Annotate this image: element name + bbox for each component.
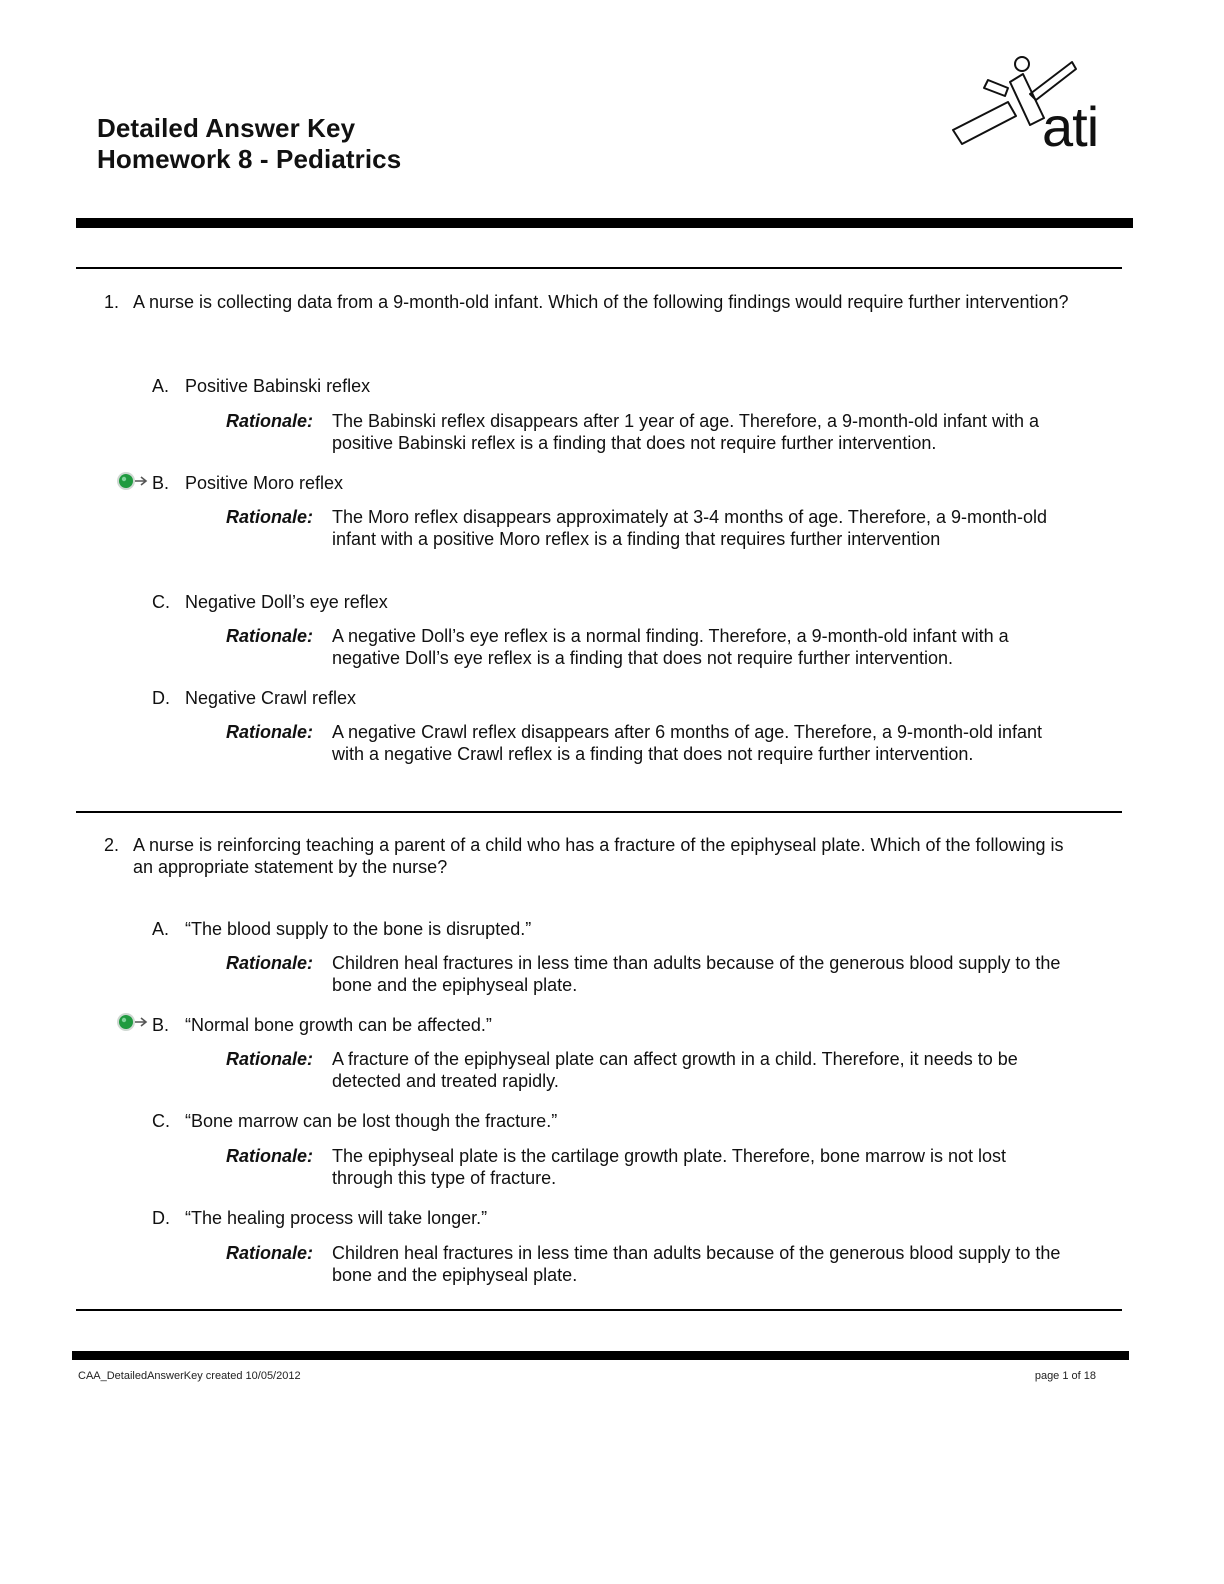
section-divider: [76, 1309, 1122, 1311]
rationale-text: Children heal fractures in less time than adults because of the generous blood supply to the bone and the epiphyseal plate.: [332, 1243, 1061, 1285]
rationale-label: Rationale:: [226, 1243, 314, 1263]
logo-text: ati: [1042, 95, 1099, 152]
rationale-label: Rationale:: [226, 1049, 314, 1069]
rationale-text: Children heal fractures in less time than adults because of the generous blood supply to the bone and the epiphyseal plate.: [332, 953, 1061, 995]
rationale-text: A fracture of the epiphyseal plate can affect growth in a child. Therefore, it needs to be detected and treated rapidly.: [332, 1049, 1018, 1091]
option-letter: A.: [152, 919, 170, 939]
footer-page-number: page 1 of 18: [1034, 1370, 1096, 1382]
rationale-label: Rationale:: [226, 626, 314, 646]
footer-created-note: CAA_DetailedAnswerKey created 10/05/2012: [78, 1370, 301, 1382]
question-number: 1.: [104, 292, 120, 312]
option-letter: B.: [152, 1015, 170, 1035]
option-text: “Bone marrow can be lost though the fracture.”: [185, 1111, 558, 1131]
rationale-label: Rationale:: [226, 1146, 314, 1166]
section-divider: [76, 811, 1122, 813]
rationale-text: The Moro reflex disappears approximately at 3-4 months of age. Therefore, a 9-month-old infant with a positive Moro reflex is a finding that requires further intervention: [332, 507, 1048, 549]
option-letter: C.: [152, 592, 170, 612]
correct-answer-icon: [115, 471, 149, 491]
rationale-label: Rationale:: [226, 411, 314, 431]
option-letter: D.: [152, 688, 170, 708]
option-text: “The blood supply to the bone is disrupted.”: [185, 919, 532, 939]
rationale-label: Rationale:: [226, 507, 314, 527]
document-title: [97, 113, 401, 175]
option-text: Negative Crawl reflex: [185, 688, 357, 708]
option-letter: A.: [152, 376, 170, 396]
ati-logo: [950, 52, 1125, 152]
question-number: 2.: [104, 835, 120, 855]
rationale-text: The Babinski reflex disappears after 1 year of age. Therefore, a 9-month-old infant with a positive Babinski reflex is a finding that does not require further intervention.: [332, 411, 1040, 453]
option-text: Positive Moro reflex: [185, 473, 344, 493]
section-divider: [76, 267, 1122, 269]
question-text: A nurse is reinforcing teaching a parent of a child who has a fracture of the epiphyseal plate. Which of the following is an appropriate statement by the nurse?: [133, 835, 1064, 877]
option-text: Positive Babinski reflex: [185, 376, 371, 396]
correct-answer-icon: [115, 1012, 149, 1032]
option-letter: C.: [152, 1111, 170, 1131]
footer-rule: [72, 1351, 1129, 1360]
option-text: Negative Doll’s eye reflex: [185, 592, 388, 612]
title-line-1: Detailed Answer Key: [97, 113, 356, 143]
rationale-label: Rationale:: [226, 722, 314, 742]
rationale-label: Rationale:: [226, 953, 314, 973]
option-text: “The healing process will take longer.”: [185, 1208, 488, 1228]
rationale-text: A negative Crawl reflex disappears after 6 months of age. Therefore, a 9-month-old infant with a negative Crawl reflex is a finding that does not require further intervention.: [332, 722, 1043, 764]
option-letter: B.: [152, 473, 170, 493]
rationale-text: A negative Doll’s eye reflex is a normal finding. Therefore, a 9-month-old infant with a negative Doll’s eye reflex is a finding that does not require further intervention.: [332, 626, 1009, 668]
rationale-text: The epiphyseal plate is the cartilage growth plate. Therefore, bone marrow is not lost through this type of fracture.: [332, 1146, 1007, 1188]
question-text: A nurse is collecting data from a 9-month-old infant. Which of the following findings would require further intervention?: [133, 292, 1069, 312]
option-text: “Normal bone growth can be affected.”: [185, 1015, 492, 1035]
header-rule: [76, 218, 1133, 228]
option-letter: D.: [152, 1208, 170, 1228]
title-line-2: Homework 8 - Pediatrics: [97, 144, 402, 174]
